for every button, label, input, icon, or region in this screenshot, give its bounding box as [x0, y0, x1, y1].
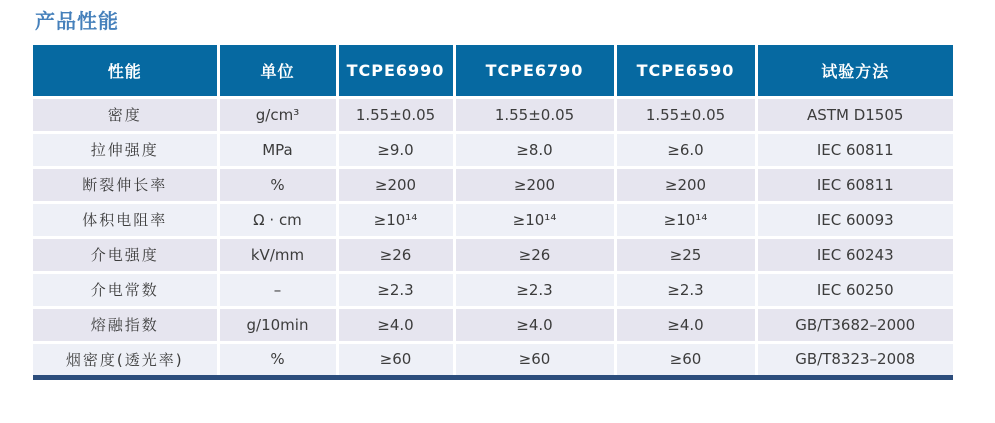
table-row	[33, 132, 953, 167]
table-cell: ≥2.3	[615, 272, 756, 307]
product-spec-table	[33, 45, 953, 380]
table-cell: ≥60	[615, 342, 756, 377]
row-label-cell: 体积电阻率	[33, 202, 218, 237]
column-header: TCPE6990	[337, 45, 454, 97]
page-title: 产品性能	[35, 9, 119, 33]
table-row	[33, 272, 953, 307]
table-cell: ≥200	[454, 167, 615, 202]
table-row	[33, 202, 953, 237]
table-cell: ≥10¹⁴	[337, 202, 454, 237]
table-row	[33, 167, 953, 202]
column-header: 试验方法	[756, 45, 953, 97]
table-cell: 1.55±0.05	[615, 97, 756, 132]
table-cell: ≥2.3	[337, 272, 454, 307]
table-cell: g/cm³	[218, 97, 337, 132]
row-label-cell: 熔融指数	[33, 307, 218, 342]
table-cell: IEC 60811	[756, 132, 953, 167]
table-cell: ≥200	[337, 167, 454, 202]
row-label-cell: 烟密度(透光率)	[33, 342, 218, 377]
table-row	[33, 237, 953, 272]
table-cell: IEC 60093	[756, 202, 953, 237]
table-cell: IEC 60243	[756, 237, 953, 272]
row-label-cell: 介电常数	[33, 272, 218, 307]
row-label-cell: 断裂伸长率	[33, 167, 218, 202]
table-cell: ≥26	[337, 237, 454, 272]
table-cell: ≥4.0	[615, 307, 756, 342]
row-label-cell: 拉伸强度	[33, 132, 218, 167]
table-cell: GB/T3682–2000	[756, 307, 953, 342]
table-cell: –	[218, 272, 337, 307]
table-cell: ≥200	[615, 167, 756, 202]
table-cell: ≥4.0	[337, 307, 454, 342]
table-cell: ≥4.0	[454, 307, 615, 342]
table-cell: ≥9.0	[337, 132, 454, 167]
table-cell: IEC 60811	[756, 167, 953, 202]
column-header: TCPE6590	[615, 45, 756, 97]
table-cell: kV/mm	[218, 237, 337, 272]
table-cell: ≥60	[337, 342, 454, 377]
table-row	[33, 97, 953, 132]
table-cell: ≥2.3	[454, 272, 615, 307]
table-cell: ≥10¹⁴	[615, 202, 756, 237]
table-cell: ≥60	[454, 342, 615, 377]
table-cell: ≥10¹⁴	[454, 202, 615, 237]
table-cell: g/10min	[218, 307, 337, 342]
table-body	[33, 97, 953, 377]
table-cell: MPa	[218, 132, 337, 167]
table-cell: Ω · cm	[218, 202, 337, 237]
table-row	[33, 307, 953, 342]
table-header-row	[33, 45, 953, 97]
table-row	[33, 342, 953, 377]
table-cell: %	[218, 167, 337, 202]
column-header: TCPE6790	[454, 45, 615, 97]
table-cell: %	[218, 342, 337, 377]
table-header	[33, 45, 953, 97]
table-cell: ≥8.0	[454, 132, 615, 167]
row-label-cell: 介电强度	[33, 237, 218, 272]
table-cell: 1.55±0.05	[337, 97, 454, 132]
column-header: 性能	[33, 45, 218, 97]
table-cell: ASTM D1505	[756, 97, 953, 132]
table-cell: IEC 60250	[756, 272, 953, 307]
table-cell: ≥25	[615, 237, 756, 272]
table-cell: 1.55±0.05	[454, 97, 615, 132]
row-label-cell: 密度	[33, 97, 218, 132]
column-header: 单位	[218, 45, 337, 97]
table-cell: ≥6.0	[615, 132, 756, 167]
table-cell: ≥26	[454, 237, 615, 272]
table-cell: GB/T8323–2008	[756, 342, 953, 377]
